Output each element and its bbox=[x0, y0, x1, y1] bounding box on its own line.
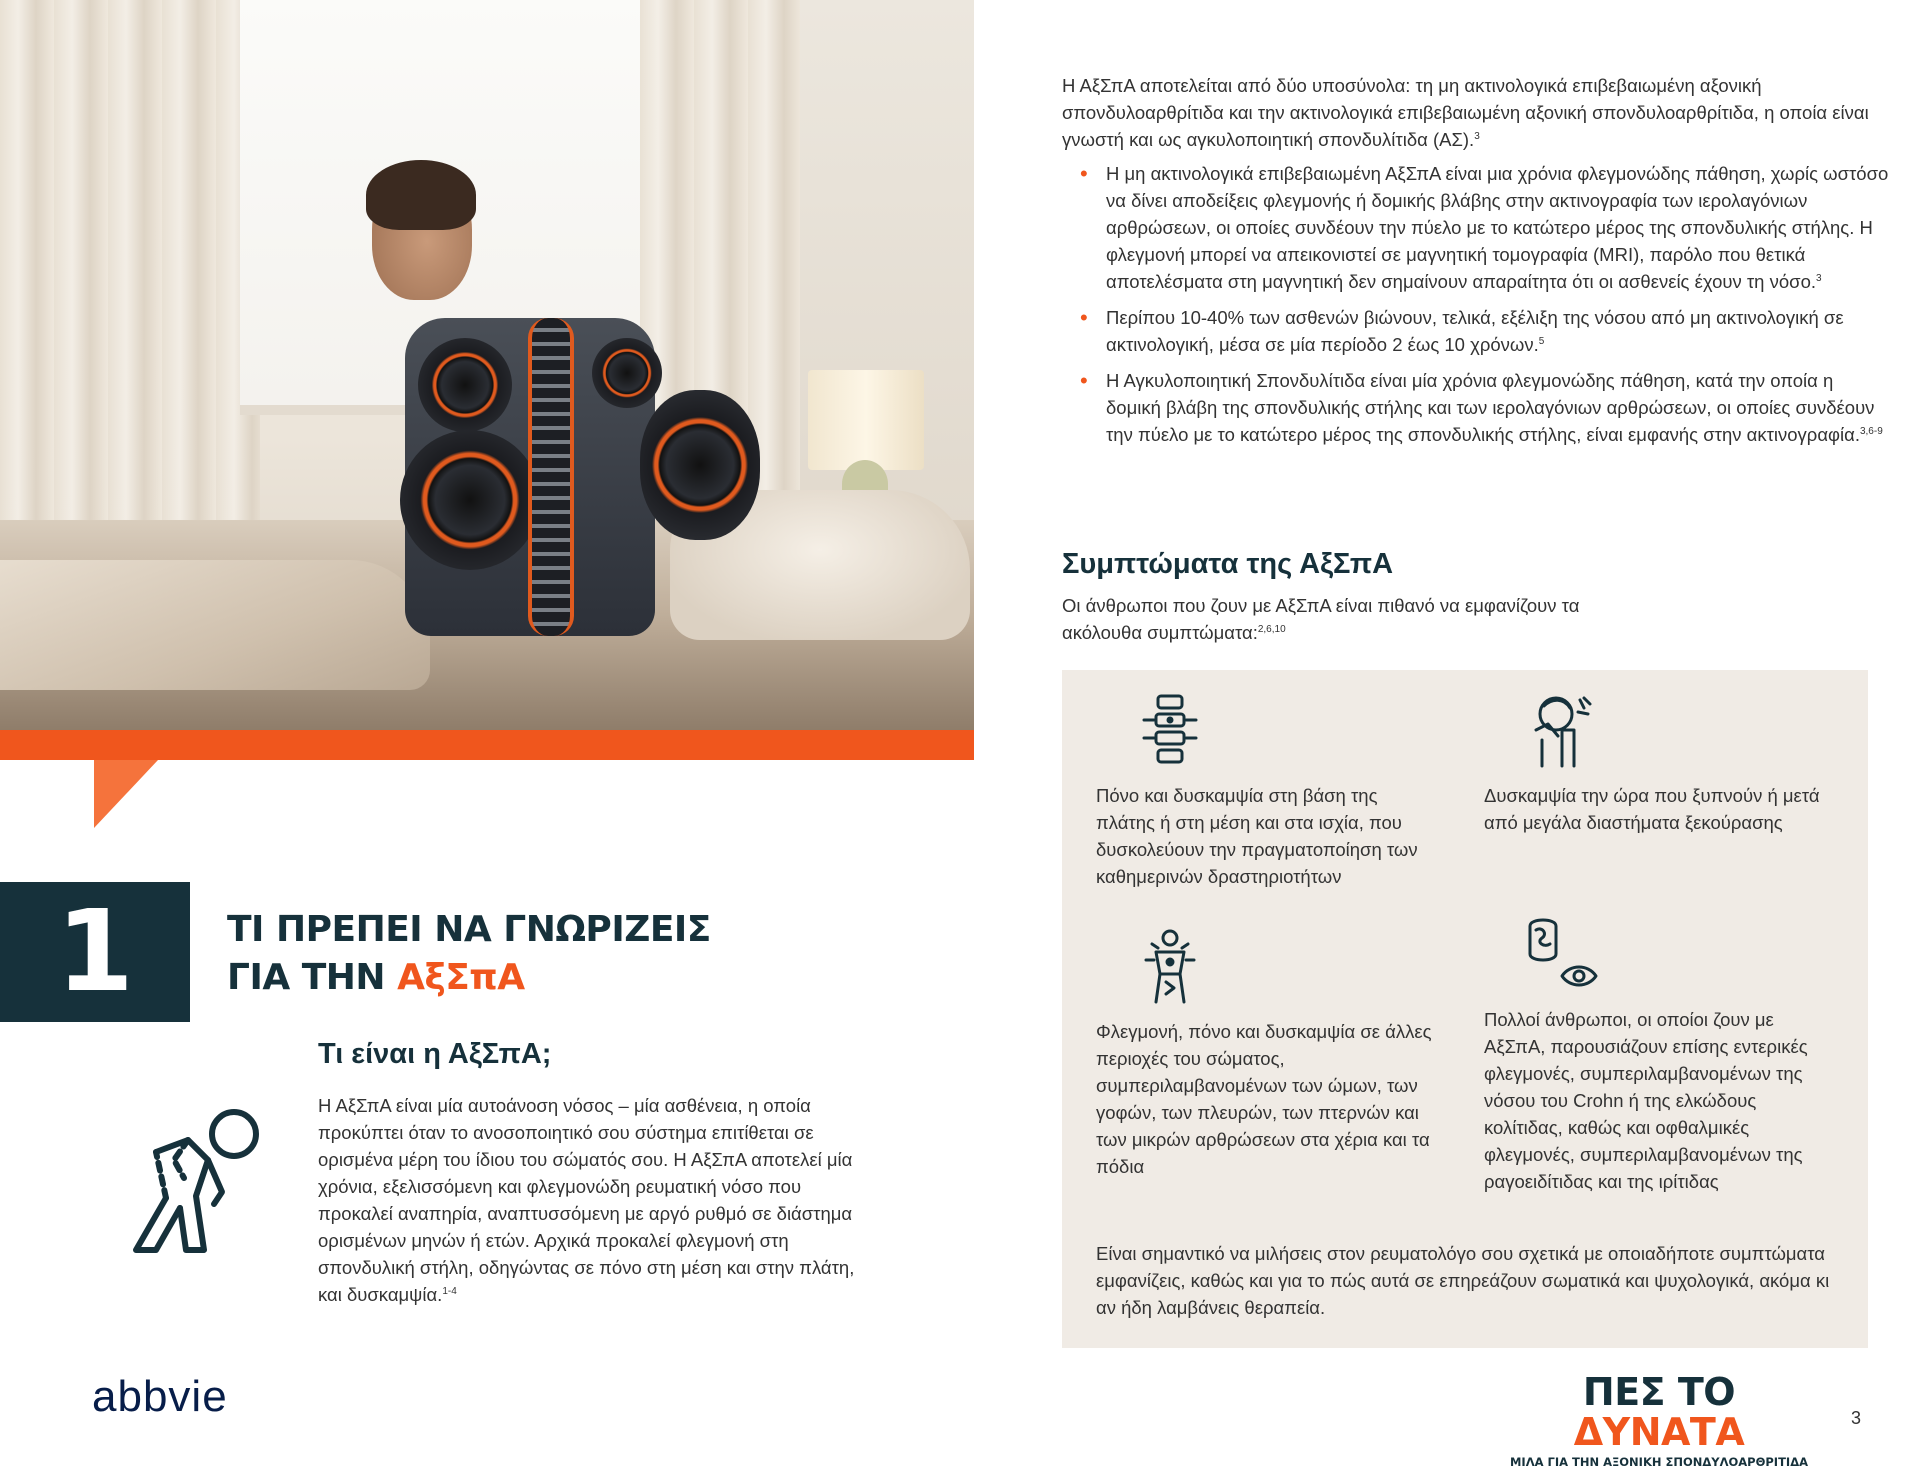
campaign-logo bbox=[1500, 1372, 1818, 1469]
symptom-item bbox=[1484, 914, 1824, 1195]
orange-accent-bar bbox=[0, 730, 974, 760]
bullet-dot-icon: • bbox=[1080, 368, 1088, 393]
symptoms-title: Συμπτώματα της ΑξΣπΑ bbox=[1062, 548, 1394, 580]
spine-icon bbox=[1130, 690, 1210, 770]
bullet-dot-icon: • bbox=[1080, 305, 1088, 330]
section-number-box bbox=[0, 882, 190, 1022]
body-pain-icon bbox=[1130, 926, 1210, 1006]
speaker-small-left bbox=[418, 338, 512, 432]
bullet-dot-icon: • bbox=[1080, 161, 1088, 186]
campaign-logo-prefix: ΠΕΣ ΤΟ bbox=[1582, 1370, 1736, 1414]
back-pain-person-icon bbox=[126, 1100, 266, 1260]
section-title-accent: ΑξΣπΑ bbox=[397, 957, 525, 998]
bullet-text: Περίπου 10-40% των ασθενών βιώνουν, τελικά, εξέλιξη της νόσου από μη ακτινολογική σε ακτινολογική, μέσα σε μία περίοδο 2 έως 10 χρόνων. bbox=[1106, 307, 1844, 355]
bullet-ref: 3 bbox=[1816, 272, 1822, 284]
intestine-eye-icon bbox=[1518, 914, 1598, 994]
curtain-left bbox=[0, 0, 260, 560]
section-title-line2-prefix: ΓΙΑ ΤΗΝ bbox=[227, 957, 398, 998]
bullet-ref: 5 bbox=[1538, 335, 1545, 347]
overview-bullets bbox=[1062, 160, 1892, 457]
list-item bbox=[1062, 160, 1892, 295]
symptom-item bbox=[1096, 690, 1436, 890]
symptoms-panel bbox=[1062, 670, 1868, 1348]
speaker-large-left bbox=[400, 430, 540, 570]
what-is-text bbox=[318, 1092, 878, 1308]
orange-accent-triangle bbox=[94, 760, 158, 828]
what-is-body: Η ΑξΣπΑ είναι μία αυτοάνοση νόσος – μία ασθένεια, η οποία προκύπτει όταν το ανοσοποιητικό σου σύστημα επιτίθεται σε ορισμένα μέρη του ίδιου του σώματός σου. Η ΑξΣπΑ αποτελεί μία χρόνια, εξελισσόμενη και φλεγμονώδη ρευματική νόσο που προκαλεί αναπηρία, αναπτυσσόμενη με αργό ρυθμό σε διάστημα ορισμένων μηνών ή ετών. Αρχικά προκαλεί φλεγμονή στη σπονδυλική στήλη, οδηγώντας σε πόνο στη μέση και στην πλάτη, και δυσκαμψία. bbox=[318, 1095, 855, 1305]
speaker-small-right bbox=[592, 338, 662, 408]
symptom-text: Δυσκαμψία την ώρα που ξυπνούν ή μετά από μεγάλα διαστήματα ξεκούρασης bbox=[1484, 785, 1820, 833]
overview-ref: 3 bbox=[1474, 130, 1480, 142]
abbvie-logo: abbvie bbox=[92, 1372, 228, 1421]
hero-photo bbox=[0, 0, 974, 730]
speaker-large-right bbox=[640, 390, 760, 540]
symptom-item bbox=[1484, 690, 1824, 836]
symptoms-intro-body: Οι άνθρωποι που ζουν με ΑξΣπΑ είναι πιθανό να εμφανίζουν τα ακόλουθα συμπτώματα: bbox=[1062, 595, 1580, 643]
lamp-shade bbox=[808, 370, 924, 470]
bullet-ref: 3,6-9 bbox=[1859, 425, 1883, 437]
bullet-text: Η Αγκυλοποιητική Σπονδυλίτιδα είναι μία χρόνια φλεγμονώδης πάθηση, κατά την οποία η δομική βλάβη της σπονδυλικής στήλης και των ιερολαγόνιων αρθρώσεων, οι οποίες συνδέουν την πύελο με το κατώτερο μέρος της σπονδυλικής στήλης, είναι εμφανής στην ακτινογραφία. bbox=[1106, 370, 1875, 445]
symptoms-intro-ref: 2,6,10 bbox=[1257, 623, 1286, 635]
campaign-logo-accent: ΔΥΝΑΤΑ bbox=[1573, 1410, 1745, 1454]
symptoms-intro bbox=[1062, 592, 1662, 646]
wall bbox=[800, 0, 974, 560]
spine-illustration bbox=[528, 318, 574, 636]
symptom-text: Φλεγμονή, πόνο και δυσκαμψία σε άλλες περιοχές του σώματος, συμπεριλαμβανομένων των ώμων, των γοφών, των πλευρών, των πτερνών και των μικρών αρθρώσεων στα χέρια και τα πόδια bbox=[1096, 1021, 1432, 1177]
person-hair bbox=[366, 160, 476, 230]
blanket bbox=[0, 560, 430, 690]
page-number: 3 bbox=[1851, 1408, 1862, 1428]
what-is-title: Τι είναι η ΑξΣπΑ; bbox=[318, 1038, 552, 1070]
symptom-text: Πόνο και δυσκαμψία στη βάση της πλάτης ή στη μέση και στα ισχία, που δυσκολεύουν την πραγματοποίηση των καθημερινών δραστηριοτήτων bbox=[1096, 785, 1418, 887]
symptom-text: Πολλοί άνθρωποι, οι οποίοι ζουν με ΑξΣπΑ, παρουσιάζουν επίσης εντερικές φλεγμονές, συμπεριλαμβανομένων της νόσου του Crohn ή της ελκώδους κολίτιδας, καθώς και οφθαλμικές φλεγμονές, συμπεριλαμβανομένων της ραγοειδίτιδας και της ιρίτιδας bbox=[1484, 1009, 1808, 1192]
section-number: 1 bbox=[56, 887, 134, 1017]
symptoms-note: Είναι σημαντικό να μιλήσεις στον ρευματολόγο σου σχετικά με οποιαδήποτε συμπτώματα εμφανίζεις, καθώς και για το πώς αυτά σε επηρεάζουν σωματικά και ψυχολογικά, ακόμα κι αν ήδη λαμβάνεις θεραπεία. bbox=[1096, 1243, 1830, 1318]
bullet-text: Η μη ακτινολογικά επιβεβαιωμένη ΑξΣπΑ είναι μια χρόνια φλεγμονώδης πάθηση, χωρίς ωστόσο να δίνει αποδείξεις φλεγμονής ή δομικής βλάβης στην ακτινογραφία των ιερολαγόνιων αρθρώσεων, οι οποίες συνδέουν την πύελο με το κατώτερο μέρος της σπονδυλικής στήλης. Η φλεγμονή μπορεί να απεικονιστεί σε μαγνητική τομογραφία (MRI), παρόλο που θετικά αποτελέσματα στη μαγνητική δεν σημαίνουν απαραίτητα ότι οι ασθενείς έχουν τη νόσο. bbox=[1106, 163, 1889, 292]
tired-person-icon bbox=[1518, 690, 1598, 770]
list-item bbox=[1062, 304, 1892, 358]
section-title-line1: ΤΙ ΠΡΕΠΕΙ ΝΑ ΓΝΩΡΙΖΕΙΣ bbox=[227, 909, 711, 950]
what-is-ref: 1-4 bbox=[442, 1285, 457, 1297]
section-title bbox=[227, 906, 827, 1002]
overview-body: Η ΑξΣπΑ αποτελείται από δύο υποσύνολα: τη μη ακτινολογικά επιβεβαιωμένη αξονική σπονδυλοαρθρίτιδα και την ακτινολογικά επιβεβαιωμένη αξονική σπονδυλοαρθρίτιδα, η οποία είναι γνωστή και ως αγκυλοποιητική σπονδυλίτιδα (ΑΣ). bbox=[1062, 75, 1869, 150]
symptom-item bbox=[1096, 926, 1436, 1180]
overview-text bbox=[1062, 72, 1892, 153]
campaign-logo-title bbox=[1500, 1372, 1818, 1452]
list-item bbox=[1062, 367, 1892, 448]
campaign-logo-tagline: ΜΙΛΑ ΓΙΑ ΤΗΝ ΑΞΟΝΙΚΗ ΣΠΟΝΔΥΛΟΑΡΘΡΙΤΙΔΑ bbox=[1509, 1455, 1809, 1469]
